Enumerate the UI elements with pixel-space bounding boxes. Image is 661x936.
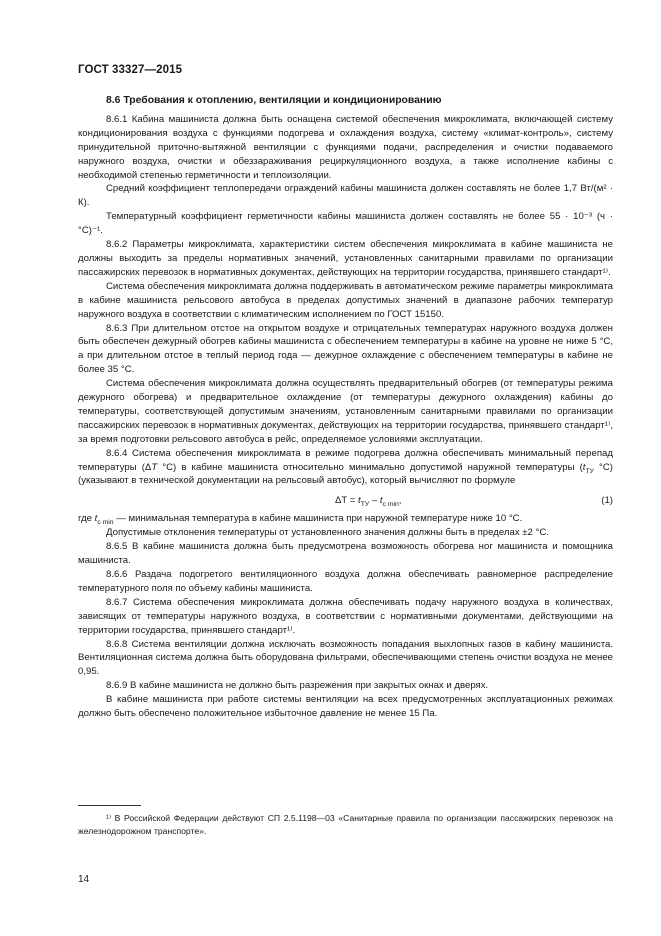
standard-header: ГОСТ 33327—2015 bbox=[78, 64, 183, 76]
footnote-separator bbox=[78, 805, 141, 806]
paragraph-heat-transfer: Средний коэффициент теплопередачи ограждений кабины машиниста должен составлять не более 1,7 Вт/(м² · К). bbox=[78, 183, 613, 209]
paragraph-8-6-9: 8.6.9 В кабине машиниста не должно быть разрежения при закрытых окнах и дверях. bbox=[106, 680, 489, 692]
paragraph-8-6-4: 8.6.4 Система обеспечения микроклимата в режиме подогрева должна обеспечивать минимальный перепад температуры (ΔT °С) в кабине машиниста относительно минимально допустимой наружной температуры ($t_{ТУ}$ °С) (указывают в технической документации на рельсовый автобус), который вычисляют по формуле bbox=[78, 447, 613, 487]
paragraph-8-6-8: 8.6.8 Система вентиляции должна исключать возможность попадания выхлопных газов в кабину машиниста. Вентиляционная система должна быть оборудована фильтрами, обеспечивающими степень очистки воздуха не менее 0,95. bbox=[78, 638, 613, 678]
formula-explanation: где $t_{с min}$ — минимальная температура в кабине машиниста при наружной температуре ниже 10 °С. bbox=[78, 513, 523, 527]
footnote bbox=[78, 812, 613, 837]
paragraph-preheat: Система обеспечения микроклимата должна осуществлять предварительный обогрев (от температуры режима дежурного обогрева) и предварительное охлаждение (от температуры дежурного охлаждения) кабины до температуры, соответствующей допустимым значениям, установленным санитарными правилами по организации пассажирских перевозок в нормативных документах, действующих на территории государства, принявшего стандарт¹⁾, за время подготовки рельсового автобуса в рейс, определяемое условиями эксплуатации. bbox=[78, 378, 613, 445]
paragraph-tolerance: Допустимые отклонения температуры от установленного значения должны быть в пределах ±2 °С. bbox=[106, 527, 549, 539]
formula-1 bbox=[78, 492, 613, 510]
paragraph-pressure: В кабине машиниста при работе системы вентиляции на всех предусмотренных эксплуатационных режимах должно быть обеспечено положительное избыточное давление не менее 15 Па. bbox=[78, 694, 613, 720]
paragraph-auto-mode: Система обеспечения микроклимата должна поддерживать в автоматическом режиме параметры микроклимата в кабине машиниста рельсового автобуса в пределах допустимых значений в диапазоне рабочих температур наружного воздуха в соответствии с климатическим исполнением по ГОСТ 15150. bbox=[78, 280, 613, 320]
footnote-text: ¹⁾ В Российской Федерации действуют СП 2.5.1198—03 «Санитарные правила по организации пассажирских перевозок на железнодорожном транспорте». bbox=[78, 813, 613, 836]
paragraph-8-6-3: 8.6.3 При длительном отстое на открытом воздухе и отрицательных температурах наружного воздуха должен быть обеспечен дежурный обогрев кабины машиниста с обеспечением температуры в кабине на уровне не ниже 5 °С, а при длительном отстое в теплый период года — дежурное охлаждение с обеспечением температуры в кабине не более 35 °С. bbox=[78, 322, 613, 376]
section-heading: 8.6 Требования к отоплению, вентиляции и кондиционированию bbox=[106, 95, 442, 106]
paragraph-8-6-6: 8.6.6 Раздача подогретого вентиляционного воздуха должна обеспечивать равномерное распределение температурного поля по объему кабины машиниста. bbox=[78, 569, 613, 594]
paragraph-airtightness: Температурный коэффициент герметичности кабины машиниста должен составлять не более 55 · 10⁻³ (ч · °C)⁻¹. bbox=[78, 211, 613, 237]
paragraph-8-6-1: 8.6.1 Кабина машиниста должна быть оснащена системой обеспечения микроклимата, включающей систему кондиционирования воздуха с функциями подогрева и охлаждения воздуха, систему «климат-контроль», систему принудительной приточно-вытяжной вентиляции с функциями подачи, распределения и очистки подаваемого наружного воздуха, очистки и обеззараживания рециркуляционного воздуха, а также исполнение кабины с необходимой степенью герметичности и теплоизоляции. bbox=[78, 113, 613, 181]
paragraph-8-6-7: 8.6.7 Система обеспечения микроклимата должна обеспечивать подачу наружного воздуха в количествах, зависящих от температуры наружного воздуха, в соответствии с нормативными документами, действующими на территории государства, принявшего стандарт¹⁾. bbox=[78, 596, 613, 636]
formula-expression: $\Delta T = t_{ТУ} - t_{с min}$, bbox=[335, 495, 402, 509]
page-number: 14 bbox=[78, 874, 90, 885]
formula-number: (1) bbox=[601, 495, 613, 507]
paragraph-8-6-2: 8.6.2 Параметры микроклимата, характеристики систем обеспечения микроклимата в кабине машиниста не должны выходить за пределы нормативных значений, установленных санитарными правилами по организации пассажирских перевозок в нормативных документах, действующих на территории государства, принявшего стандарт¹⁾. bbox=[78, 239, 613, 278]
paragraph-8-6-5: 8.6.5 В кабине машиниста должна быть предусмотрена возможность обогрева ног машиниста и помощника машиниста. bbox=[78, 541, 613, 567]
document-body bbox=[78, 94, 613, 721]
